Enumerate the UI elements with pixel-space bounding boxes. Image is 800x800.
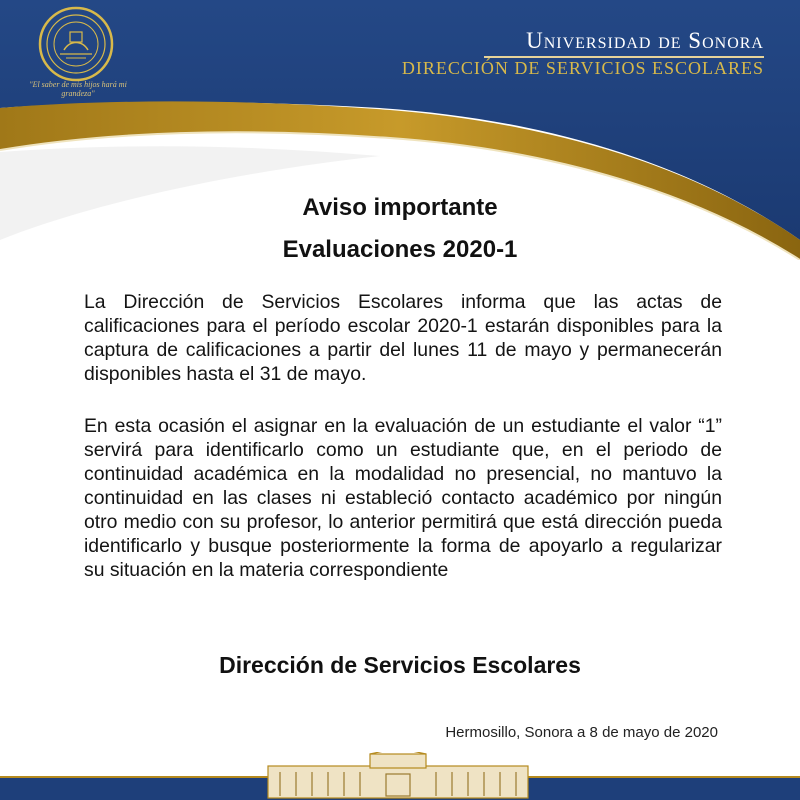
signature: Dirección de Servicios Escolares <box>219 652 581 678</box>
notice-paragraph-1: La Dirección de Servicios Escolares informa que las actas de calificaciones para el período escolar 2020-1 estarán disponibles para la captura de calificaciones a partir del lunes 11 de mayo y permanecerán disponibles hasta el 31 de mayo. <box>84 291 722 385</box>
notice-title: Aviso importante <box>302 194 498 221</box>
seal-motto: "El saber de mis hijos hará mi grandeza" <box>29 80 127 98</box>
university-name: Universidad de Sonora <box>526 28 764 53</box>
place-date: Hermosillo, Sonora a 8 de mayo de 2020 <box>445 724 718 741</box>
footer-banner <box>0 752 800 800</box>
building-icon <box>268 752 528 798</box>
university-seal-icon <box>36 4 116 84</box>
department-name: DIRECCIÓN DE SERVICIOS ESCOLARES <box>401 58 764 78</box>
notice-subtitle: Evaluaciones 2020-1 <box>282 236 518 263</box>
notice-paragraph-2: En esta ocasión el asignar en la evaluación de un estudiante el valor “1” servirá para identificarlo como un estudiante que, en el periodo de continuidad académica en la modalidad no presencial, no mantuvo la continuidad en las clases ni estableció contacto académico por ningún otro medio con su profesor, lo anterior permitirá que está dirección pueda identificarlo y busque posteriormente la forma de apoyarlo a regularizar su situación en la materia correspondiente <box>84 415 722 581</box>
